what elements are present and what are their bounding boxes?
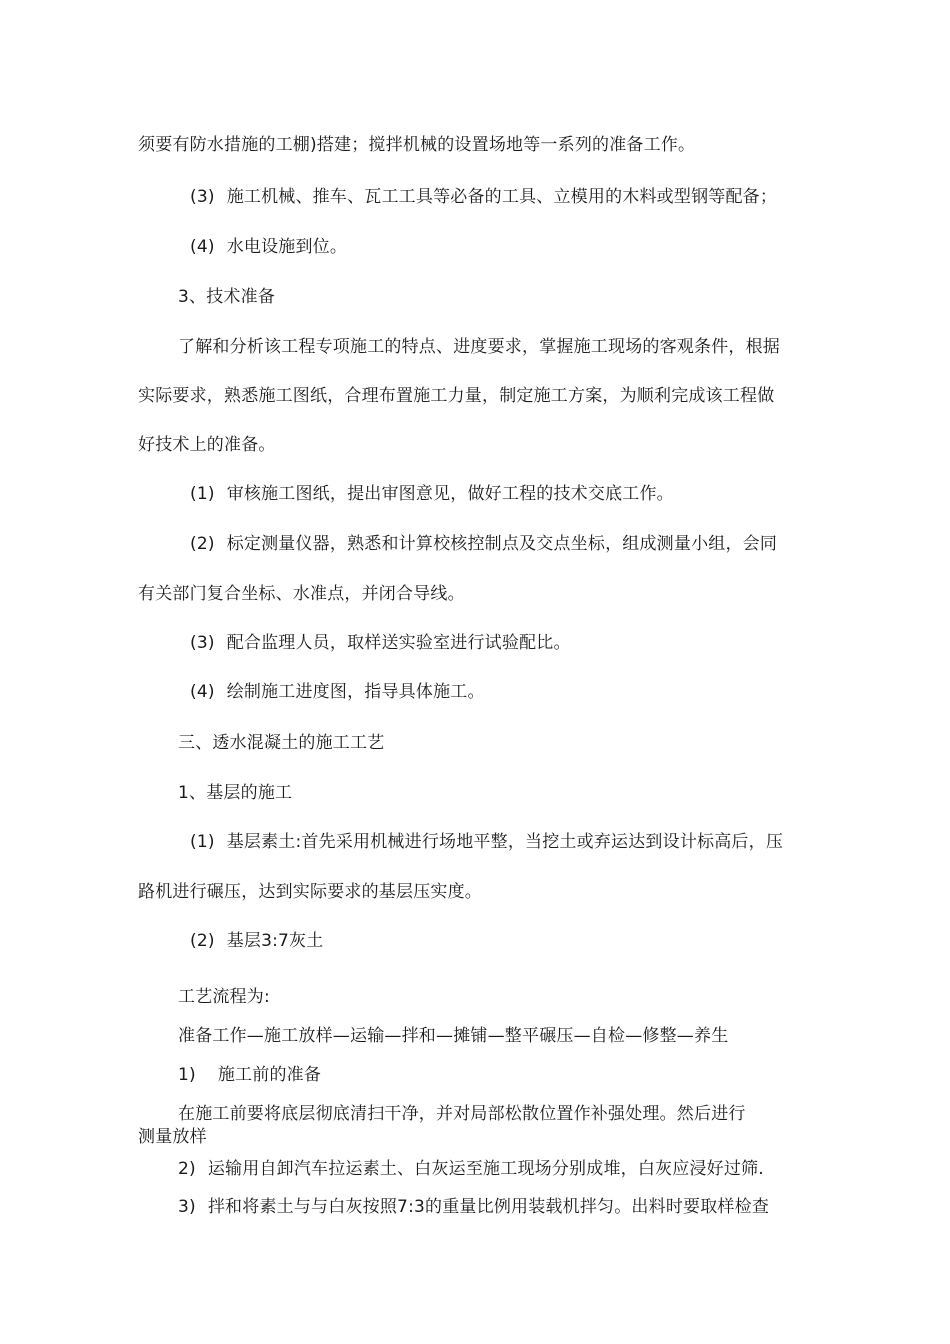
list-marker: (1)	[190, 484, 215, 504]
list-item	[178, 1195, 769, 1219]
line-text: 标定测量仪器，熟悉和计算校核控制点及交点坐标，组成测量小组，会同	[226, 534, 778, 554]
line-text: 工艺流程为:	[178, 987, 270, 1007]
list-marker: (4)	[190, 237, 215, 257]
line-text: 施工机械、推车、瓦工工具等必备的工具、立模用的木料或型钢等配备；	[226, 187, 778, 207]
list-marker: (3)	[190, 633, 215, 653]
paragraph-line	[178, 335, 780, 359]
line-text: 在施工前要将底层彻底清扫干净，并对局部松散位置作补强处理。然后进行	[178, 1104, 746, 1124]
list-item	[190, 235, 347, 259]
list-item	[190, 631, 571, 655]
list-marker: 3)	[178, 1197, 196, 1217]
line-text: 了解和分析该工程专项施工的特点、进度要求，掌握施工现场的客观条件，根据	[178, 337, 780, 357]
list-marker: (1)	[190, 832, 215, 852]
line-text: 拌和将素土与与白灰按照7:3的重量比例用装载机拌匀。出料时要取样检查	[207, 1197, 770, 1217]
list-marker: 1)	[178, 1065, 196, 1085]
list-item	[190, 830, 783, 854]
line-text: 配合监理人员，取样送实验室进行试验配比。	[226, 633, 571, 653]
line-text: 三、透水混凝土的施工工艺	[178, 733, 385, 753]
process-flow	[178, 1024, 728, 1048]
section-heading	[178, 731, 384, 755]
line-text: 路机进行碾压，达到实际要求的基层压实度。	[138, 882, 482, 902]
paragraph-line	[138, 880, 482, 904]
line-text: 实际要求，熟悉施工图纸，合理布置施工力量，制定施工方案，为顺利完成该工程做	[138, 386, 775, 406]
list-marker: (4)	[190, 682, 215, 702]
line-text: 运输用自卸汽车拉运素土、白灰运至施工现场分别成堆，白灰应浸好过筛.	[207, 1159, 764, 1179]
line-text: 施工前的准备	[217, 1065, 322, 1085]
list-marker: 2)	[178, 1159, 196, 1179]
paragraph-line	[138, 1125, 207, 1149]
line-text: 1、基层的施工	[178, 783, 293, 803]
paragraph-line	[178, 985, 270, 1009]
line-text: 测量放样	[138, 1127, 207, 1147]
line-text: 基层3:7灰土	[226, 931, 324, 951]
paragraph-line	[138, 384, 774, 408]
line-text: 准备工作—施工放样—运输—拌和—摊铺—整平碾压—自检—修整—养生	[178, 1026, 729, 1046]
list-item	[190, 482, 674, 506]
paragraph-line	[138, 582, 465, 606]
line-text: 审核施工图纸，提出审图意见，做好工程的技术交底工作。	[226, 484, 674, 504]
paragraph-line	[138, 433, 276, 457]
paragraph-line	[178, 1102, 746, 1126]
line-text: 基层素土:首先采用机械进行场地平整，当挖土或弃运达到设计标高后，压	[226, 832, 784, 852]
list-marker: (3)	[190, 187, 215, 207]
list-item	[178, 1157, 764, 1181]
list-marker: (2)	[190, 931, 215, 951]
line-text: 3、技术准备	[178, 287, 276, 307]
line-text: 有关部门复合坐标、水准点，并闭合导线。	[138, 584, 465, 604]
section-heading	[178, 781, 292, 805]
list-item	[178, 1063, 321, 1087]
list-item	[190, 929, 323, 953]
list-marker: (2)	[190, 534, 215, 554]
line-text: 须要有防水措施的工棚)搭建；搅拌机械的设置场地等一系列的准备工作。	[138, 135, 696, 155]
line-text: 绘制施工进度图，指导具体施工。	[226, 682, 485, 702]
list-item	[190, 185, 777, 209]
section-heading	[178, 285, 275, 309]
line-text: 水电设施到位。	[226, 237, 348, 257]
list-item	[190, 680, 485, 704]
line-text: 好技术上的准备。	[138, 435, 276, 455]
paragraph-line	[138, 133, 695, 157]
list-item	[190, 532, 777, 556]
